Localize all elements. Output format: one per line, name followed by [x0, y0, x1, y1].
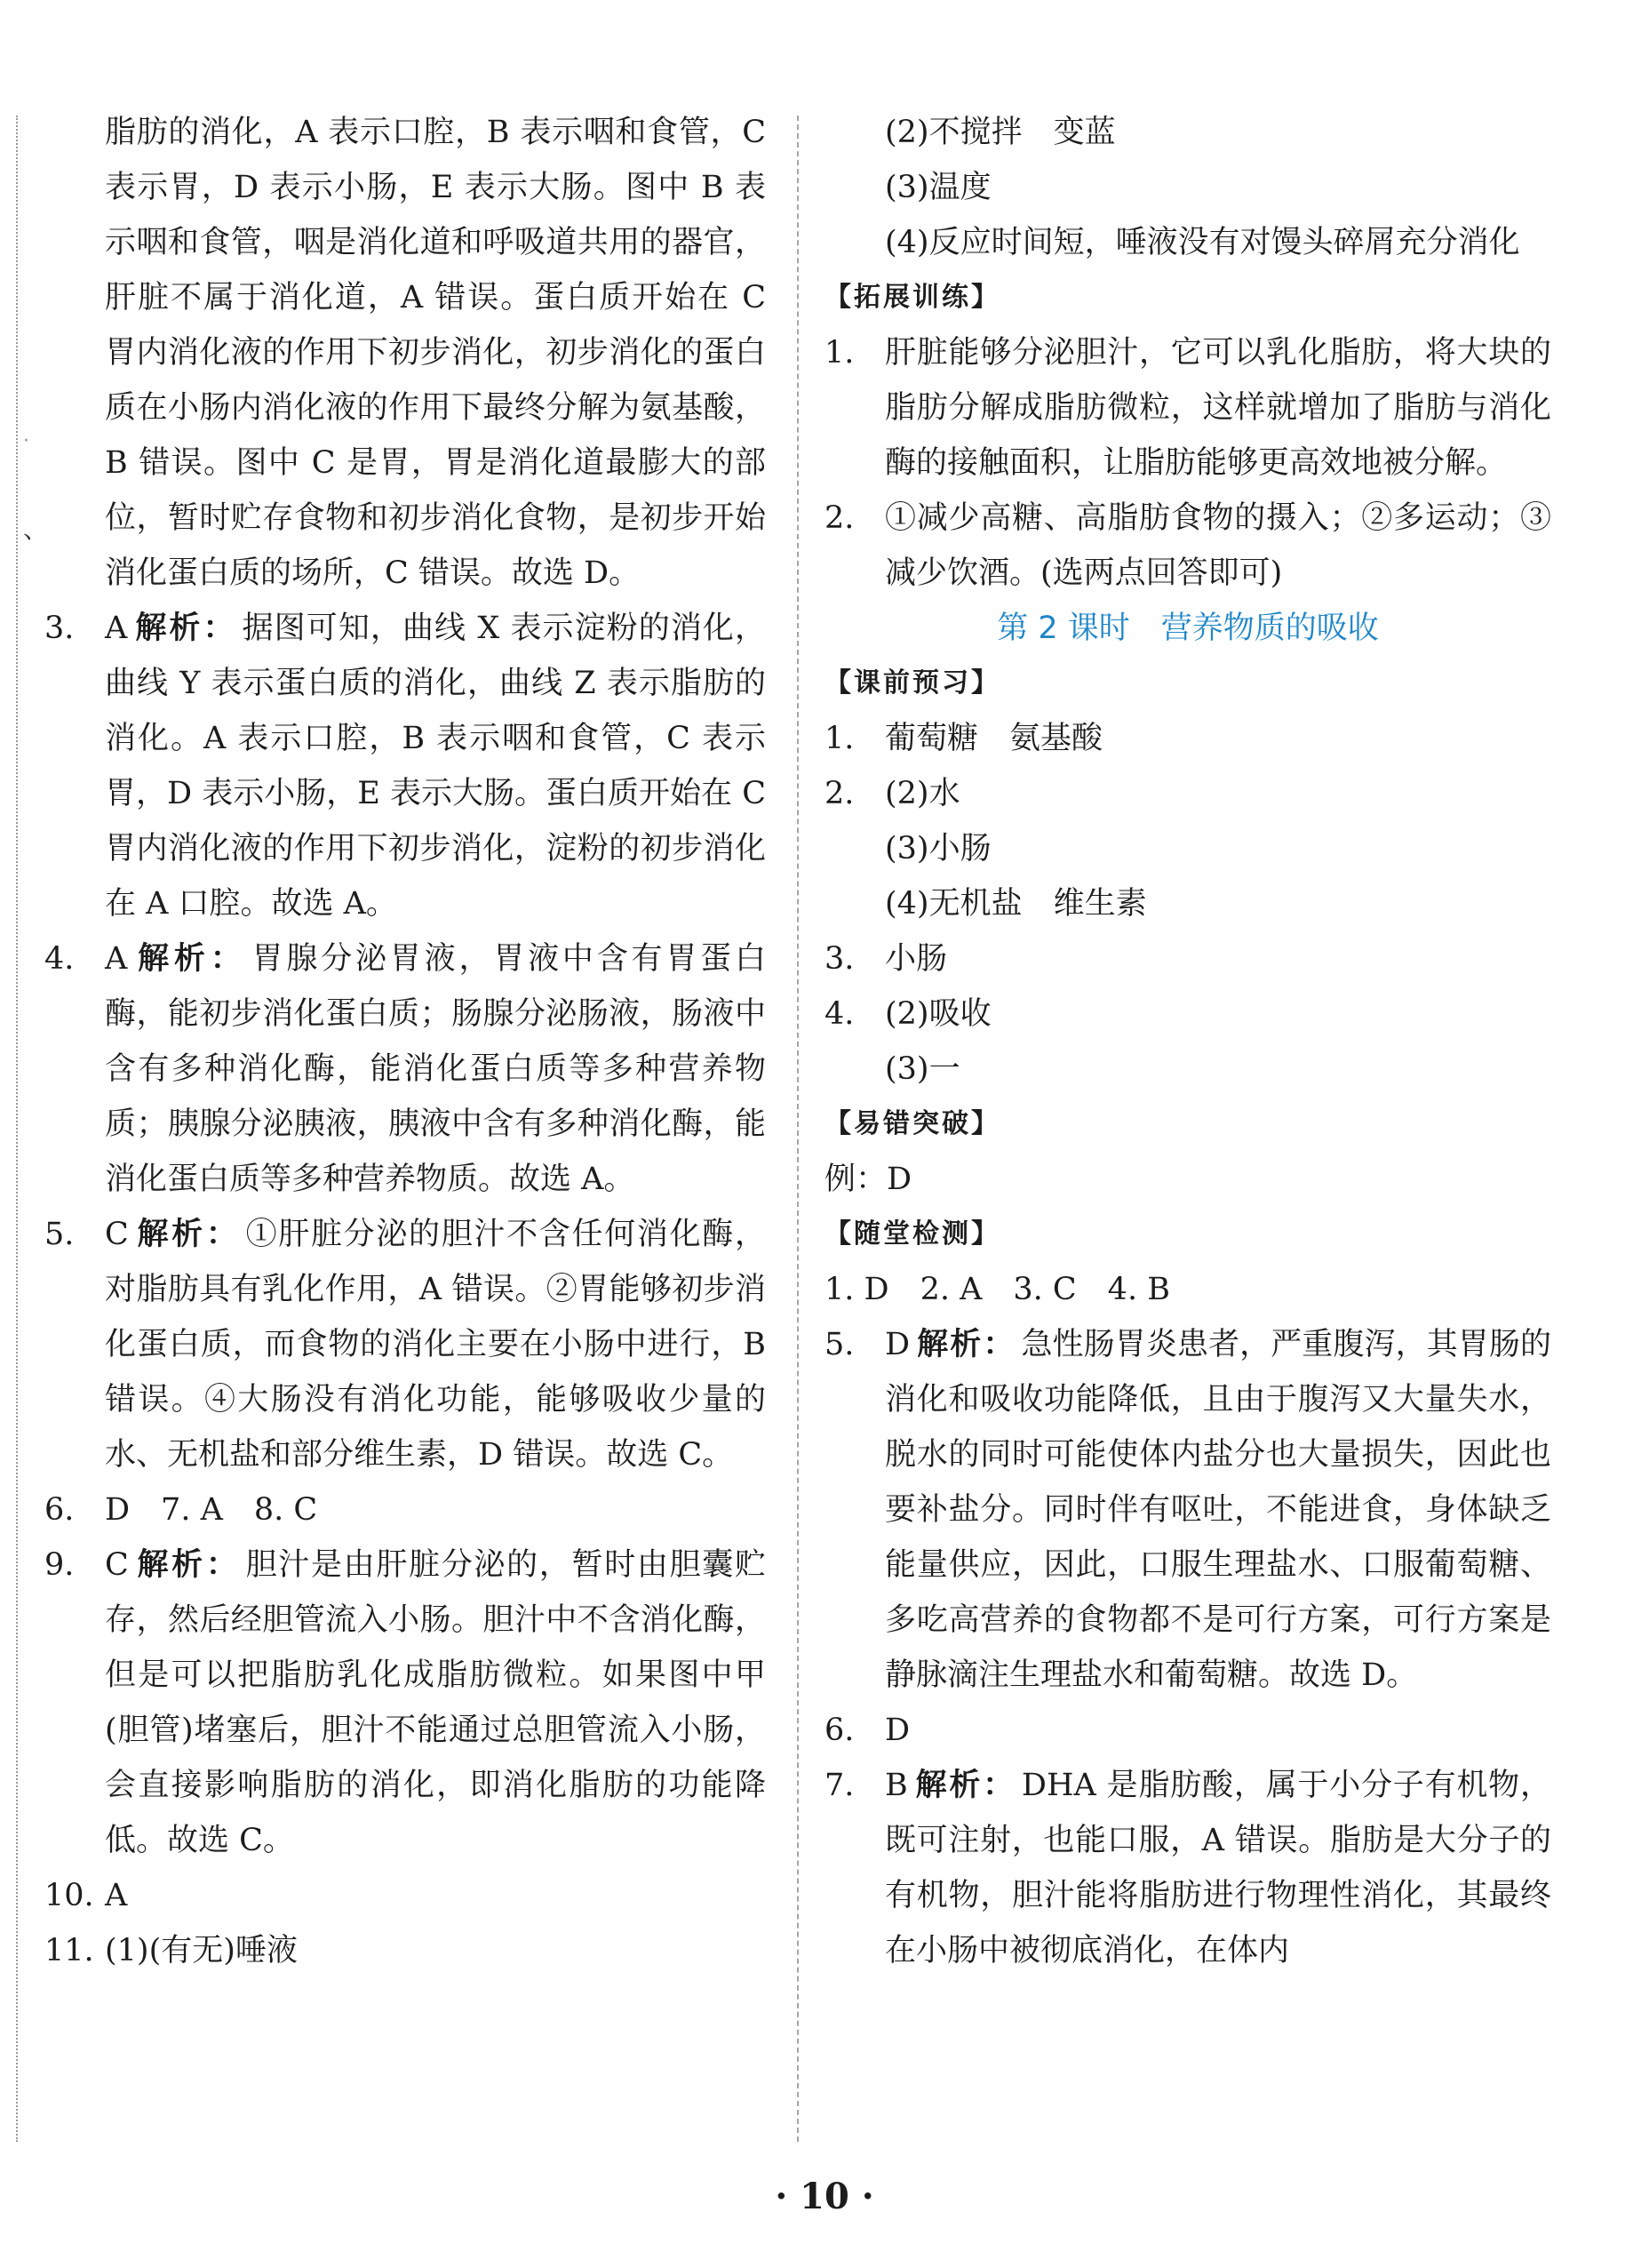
item-number: 4. [44, 941, 75, 977]
analysis-label: 解析： [917, 1326, 1016, 1362]
mistake-example: 例：D [824, 1162, 912, 1197]
item-number: 5. [824, 1327, 855, 1362]
analysis-label: 解析： [135, 1546, 241, 1583]
answer-item: 3. 小肠 [824, 931, 1551, 986]
analysis-text: 胃腺分泌胃液，胃液中含有胃蛋白酶，能初步消化蛋白质；肠腺分泌肠液，肠液中含有多种消化酶，能消化蛋白质等多种营养物质；胰腺分泌胰液，胰液中含有多种消化酶，能消化蛋白质等多种营养物质。故选 A。 [105, 941, 766, 1197]
item-number: 3. [44, 611, 75, 646]
analysis-text: 急性肠胃炎患者，严重腹泻，其胃肠的消化和吸收功能降低，且由于腹泻又大量失水，脱水的同时可能使体内盐分也大量损失，因此也要补盐分。同时伴有呕吐，不能进食，身体缺乏能量供应，因此，口服生理盐水、口服葡萄糖、多吃高营养的食物都不是可行方案，可行方案是静脉滴注生理盐水和葡萄糖。故选 D。 [885, 1327, 1551, 1693]
answer-line: (1)(有无)唾液 [105, 1933, 298, 1969]
page-number: · 10 · [775, 2176, 874, 2217]
answer-choice: A [105, 941, 128, 977]
answer-choice: A [105, 611, 128, 646]
answer-item: 1. 葡萄糖 氨基酸 [824, 711, 1551, 766]
section-header-check: 【随堂检测】 [824, 1218, 1000, 1250]
scan-speck: 、 [23, 515, 49, 544]
section-header-extend: 【拓展训练】 [824, 282, 1000, 313]
right-column [824, 105, 1551, 1978]
section-header-mistake: 【易错突破】 [824, 1108, 1000, 1139]
lesson-title: 第 2 课时 营养物质的吸收 [997, 611, 1379, 646]
answer-item [44, 931, 766, 1207]
item-number: 5. [44, 1217, 75, 1252]
answer-item: 6. D [824, 1703, 1551, 1758]
analysis-label: 解析： [134, 610, 237, 646]
item-number: 7. [824, 1768, 855, 1803]
answer-line: 1. D 2. A 3. C 4. B [824, 1272, 1170, 1307]
analysis-text: 据图可知，曲线 X 表示淀粉的消化，曲线 Y 表示蛋白质的消化，曲线 Z 表示脂肪的消化。A 表示口腔，B 表示咽和食管，C 表示胃，D 表示小肠，E 表示大肠。蛋白质开始在 C 胃内消化液的作用下初步消化，淀粉的初步消化在 A 口腔。故选 A。 [105, 611, 766, 922]
answer-item [44, 601, 766, 931]
analysis-label: 解析： [135, 1216, 241, 1252]
answer-item [824, 1758, 1551, 1978]
answer-item [824, 1317, 1551, 1703]
answer-item: 1. 肝脏能够分泌胆汁，它可以乳化脂肪，将大块的脂肪分解成脂肪微粒，这样就增加了脂肪与消化酶的接触面积，让脂肪能够更高效地被分解。 [824, 325, 1551, 491]
analysis-text: DHA 是脂肪酸，属于小分子有机物，既可注射，也能口服，A 错误。脂肪是大分子的有机物，胆汁能将脂肪进行物理性消化，其最终在小肠中被彻底消化，在体内 [885, 1768, 1551, 1969]
sub-answer: (4)反应时间短，唾液没有对馒头碎屑充分消化 [885, 225, 1520, 260]
analysis-label: 解析： [914, 1767, 1016, 1803]
left-column [44, 105, 766, 1978]
item-number: 4. [824, 996, 855, 1032]
item-number: 6. [44, 1492, 75, 1528]
item-number: 2. [824, 776, 855, 811]
answer-line: A [105, 1878, 128, 1913]
answer-item [44, 1207, 766, 1482]
answer-choice: B [885, 1768, 908, 1803]
answer-line: D 7. A 8. C [105, 1492, 318, 1528]
column-divider [797, 116, 799, 2142]
answer-item: 2. ①减少高糖、高脂肪食物的摄入；②多运动；③减少饮酒。(选两点回答即可) [824, 491, 1551, 601]
scan-speck: · [23, 430, 29, 452]
sub-answer: (3)温度 [885, 170, 992, 205]
binding-margin-rule [16, 116, 18, 2142]
section-header-preview: 【课前预习】 [824, 667, 1000, 699]
analysis-label: 解析： [134, 940, 247, 977]
answer-item: 2. (2)水 (3)小肠 (4)无机盐 维生素 [824, 766, 1551, 931]
item-number: 9. [44, 1547, 75, 1583]
sub-answer: (2)不搅拌 变蓝 [885, 115, 1116, 150]
answer-choice: D [885, 1327, 911, 1362]
item-number: 11. [44, 1933, 94, 1969]
item-number: 10. [44, 1878, 94, 1913]
answer-item [44, 1482, 766, 1537]
item-number: 1. [824, 335, 855, 371]
answer-item [44, 1923, 766, 1978]
item-number: 6. [824, 1713, 855, 1748]
answer-item [44, 1537, 766, 1868]
answer-choice: C [105, 1547, 129, 1583]
analysis-text: 胆汁是由肝脏分泌的，暂时由胆囊贮存，然后经胆管流入小肠。胆汁中不含消化酶，但是可以把脂肪乳化成脂肪微粒。如果图中甲(胆管)堵塞后，胆汁不能通过总胆管流入小肠，会直接影响脂肪的消化，即消化脂肪的功能降低。故选 C。 [105, 1547, 766, 1858]
item-number: 1. [824, 721, 855, 756]
item-number: 2. [824, 500, 855, 536]
answer-continuation: 脂肪的消化，A 表示口腔，B 表示咽和食管，C 表示胃，D 表示小肠，E 表示大肠。图中 B 表示咽和食管，咽是消化道和呼吸道共用的器官，肝脏不属于消化道，A 错误。蛋白质开始在 C 胃内消化液的作用下初步消化，初步消化的蛋白质在小肠内消化液的作用下最终分解为氨基酸，B 错误。图中 C 是胃，胃是消化道最膨大的部位，暂时贮存食物和初步消化食物，是初步开始消化蛋白质的场所，C 错误。故选 D。 [105, 115, 766, 591]
item-number: 3. [824, 941, 855, 977]
analysis-text: ①肝脏分泌的胆汁不含任何消化酶，对脂肪具有乳化作用，A 错误。②胃能够初步消化蛋白质，而食物的消化主要在小肠中进行，B 错误。④大肠没有消化功能，能够吸收少量的水、无机盐和部分维生素，D 错误。故选 C。 [105, 1217, 766, 1473]
answer-choice: C [105, 1217, 129, 1252]
answer-item: 4. (2)吸收 (3)一 [824, 986, 1551, 1097]
answer-item [44, 1868, 766, 1923]
